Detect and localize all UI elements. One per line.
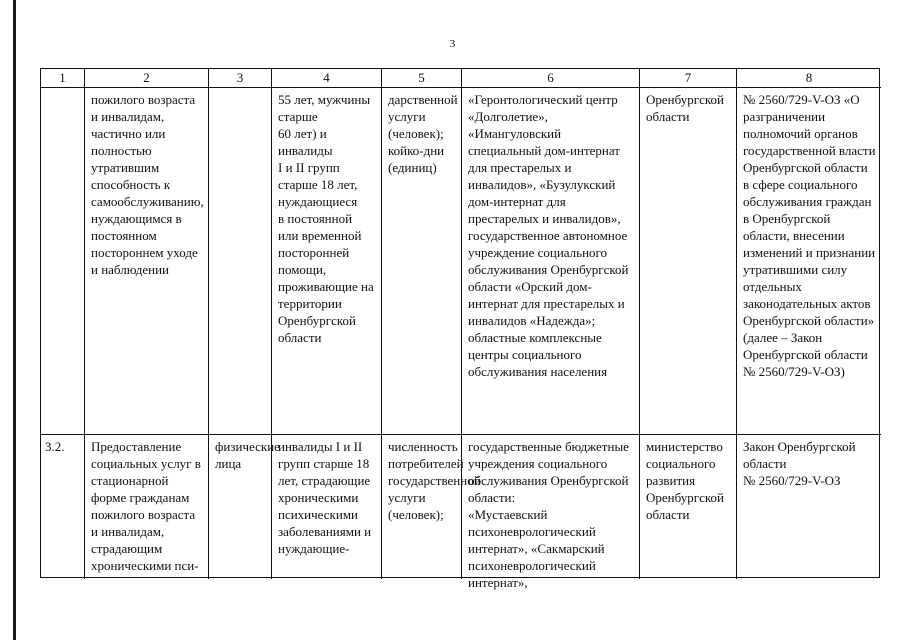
header-cell-3: 3 (209, 69, 272, 88)
page-number: 3 (449, 38, 456, 50)
row2-col3: физические лица (209, 435, 272, 579)
row2-col5: численность потребителей государственной услуги (человек); (382, 435, 462, 579)
header-cell-8: 8 (737, 69, 881, 88)
row1-col2: пожилого возраста и инвалидам, частично или полностью утратившим способность к самообслуживанию, нуждающимся в постоянном постороннем уходе и наблюдении (85, 88, 209, 435)
row1-col5: дарственной услуги (человек); койко-дни (единиц) (382, 88, 462, 435)
row1-col3 (209, 88, 272, 435)
row2-col7: министерство социального развития Оренбургской области (640, 435, 737, 579)
header-cell-7: 7 (640, 69, 737, 88)
row2-col4: инвалиды I и II групп старше 18 лет, страдающие хроническими психическими заболеваниями и нуждающие- (272, 435, 382, 579)
header-cell-5: 5 (382, 69, 462, 88)
services-table (40, 68, 880, 590)
row1-col4: 55 лет, мужчины старше 60 лет) и инвалиды I и II групп старше 18 лет, нуждающиеся в постоянной или временной посторонней помощи, проживающие на территории Оренбургской области (272, 88, 382, 435)
header-cell-6: 6 (462, 69, 640, 88)
row2-col1: 3.2. (41, 435, 85, 579)
row2-col6: государственные бюджетные учреждения социального обслуживания Оренбургской области: «Мустаевский психоневрологический интернат», «Сакмарский психоневрологический интернат», (462, 435, 640, 579)
header-cell-2: 2 (85, 69, 209, 88)
header-cell-4: 4 (272, 69, 382, 88)
row2-col8: Закон Оренбургской области № 2560/729-V-ОЗ (743, 439, 856, 488)
scan-edge-bar (13, 0, 16, 640)
row1-col6: «Геронтологический центр «Долголетие», «Имангуловский специальный дом-интернат для престарелых и инвалидов», «Бузулукский дом-интернат для престарелых и инвалидов», государственное автономное учреждение социального обслуживания Оренбургской области «Орский дом-интернат для престарелых и инвалидов «Надежда»; областные комплексные центры социального обслуживания населения (462, 88, 640, 435)
row2-col2: Предоставление социальных услуг в стационарной форме гражданам пожилого возраста и инвалидам, страдающим хроническими пси- (85, 435, 209, 579)
row1-col7: Оренбургской области (640, 88, 737, 435)
row1-col1 (41, 88, 85, 435)
header-cell-1: 1 (41, 69, 85, 88)
row1-col8: № 2560/729-V-ОЗ «О разграничении полномочий органов государственной власти Оренбургской области в сфере социального обслуживания граждан в Оренбургской области, внесении изменений и признании утратившими силу отдельных законодательных актов Оренбургской области» (далее – Закон Оренбургской области № 2560/729-V-ОЗ) (737, 88, 881, 435)
